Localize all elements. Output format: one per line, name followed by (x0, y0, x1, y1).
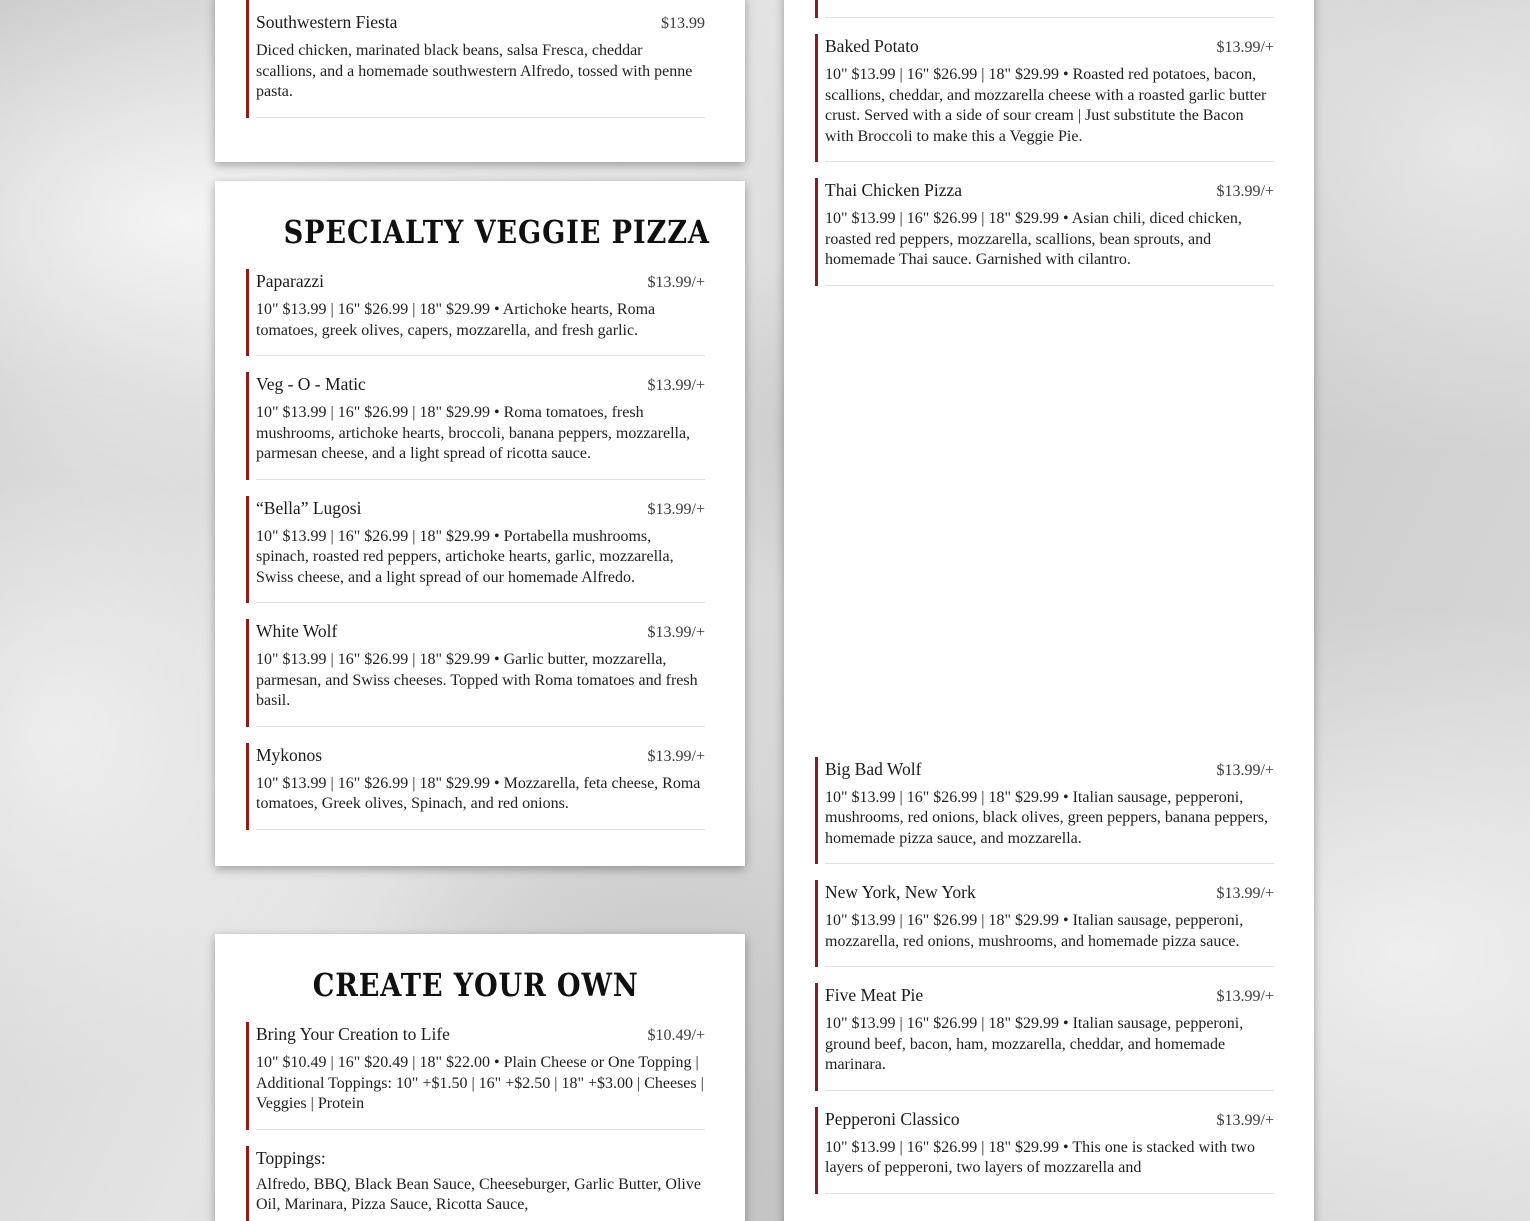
item-price: $13.99/+ (1216, 183, 1274, 200)
item-description: 10" $13.99 | 16" $26.99 | 18" $29.99 • Artichoke hearts, Roma tomatoes, greek olives, capers, mozzarella, and fresh garlic. (256, 301, 656, 339)
item-header (825, 1107, 1274, 1133)
item-price: $13.99/+ (1216, 39, 1274, 56)
item-header (825, 983, 1274, 1009)
item-price: $13.99/+ (1216, 1111, 1274, 1129)
menu-item-paparazzi (246, 269, 705, 356)
item-header (256, 496, 705, 522)
menu-item-cut-off (815, 0, 1274, 18)
item-header (256, 743, 705, 769)
pasta-card-partial (215, 0, 745, 162)
item-divider (825, 863, 1274, 864)
item-divider (825, 966, 1274, 967)
item-name: Bring Your Creation to Life (256, 1024, 450, 1044)
item-divider (825, 17, 1274, 18)
menu-item-baked-potato (815, 34, 1274, 162)
cut-off-item-space (825, 0, 1274, 3)
menu-item-pepperoni-classico (815, 1107, 1274, 1194)
item-description: 10" $13.99 | 16" $26.99 | 18" $29.99 • This one is stacked with two layers of pepperoni, two layers of mozzarella and (825, 1138, 1255, 1176)
item-price: $13.99/+ (1216, 761, 1274, 779)
item-name: Thai Chicken Pizza (825, 180, 963, 200)
item-description: 10" $13.99 | 16" $26.99 | 18" $29.99 • Asian chili, diced chicken, roasted red peppers, mozzarella, scallions, bean sprouts, and homemade Thai sauce. Garnished with cilantro. (825, 210, 1242, 268)
menu-item-five-meat-pie (815, 983, 1274, 1091)
item-divider (256, 1129, 705, 1130)
item-description: Diced chicken, marinated black beans, salsa Fresca, cheddar scallions, and a homemade southwestern Alfredo, tossed with penne pasta. (256, 42, 693, 100)
menu-item-big-bad-wolf (815, 757, 1274, 865)
menu-item-veg-o-matic (246, 372, 705, 480)
item-name: Five Meat Pie (825, 985, 924, 1005)
item-header (256, 269, 705, 295)
item-divider (256, 602, 705, 603)
item-description: 10" $13.99 | 16" $26.99 | 18" $29.99 • Portabella mushrooms, spinach, roasted red peppers, artichoke hearts, garlic, mozzarella, Swiss cheese, and a light spread of our homemade Alfredo. (256, 527, 674, 586)
section-title-text: SPECIALTY VEGGIE PIZZA (283, 213, 710, 251)
item-divider (256, 117, 705, 118)
item-description: 10" $13.99 | 16" $26.99 | 18" $29.99 • Roasted red potatoes, bacon, scallions, cheddar, and mozzarella cheese with a roasted garlic butter crust. Served with a side of sour cream | Just substitute the Bacon with Broccoli to make this a Veggie Pie. (825, 66, 1267, 145)
item-name: White Wolf (256, 621, 338, 641)
section-title (246, 211, 710, 253)
item-divider (825, 1090, 1274, 1091)
item-price: $13.99/+ (647, 500, 705, 518)
item-header (256, 10, 705, 36)
section-title (246, 964, 705, 1006)
section-title-text: CREATE YOUR OWN (312, 966, 639, 1004)
item-price: $13.99/+ (647, 377, 705, 394)
item-price: $13.99/+ (1216, 885, 1274, 902)
item-description: 10" $13.99 | 16" $26.99 | 18" $29.99 • Roma tomatoes, fresh mushrooms, artichoke hearts, broccoli, banana peppers, mozzarella, parmesan cheese, and a light spread of ricotta sauce. (256, 404, 691, 462)
item-name: New York, New York (825, 882, 976, 902)
item-divider (825, 1193, 1274, 1194)
item-description: 10" $13.99 | 16" $26.99 | 18" $29.99 • Italian sausage, pepperoni, ground beef, bacon, ham, mozzarella, cheddar, and homemade marinara. (825, 1015, 1244, 1073)
item-name: Paparazzi (256, 271, 325, 291)
item-header (825, 178, 1274, 204)
item-name: Baked Potato (825, 36, 919, 56)
item-name: Veg - O - Matic (256, 374, 366, 394)
item-description: 10" $13.99 | 16" $26.99 | 18" $29.99 • Italian sausage, pepperoni, mozzarella, red onions, mushrooms, and homemade pizza sauce. (825, 912, 1244, 950)
item-price: $13.99/+ (647, 274, 705, 291)
item-header (825, 34, 1274, 60)
item-description: Alfredo, BBQ, Black Bean Sauce, Cheeseburger, Garlic Butter, Olive Oil, Marinara, Pizza Sauce, Ricotta Sauce, (256, 1175, 701, 1213)
item-divider (825, 161, 1274, 162)
item-description: 10" $13.99 | 16" $26.99 | 18" $29.99 • Italian sausage, pepperoni, mushrooms, red onions, black olives, green peppers, banana peppers, homemade pizza sauce, and mozzarella. (825, 788, 1268, 847)
item-header (256, 372, 705, 398)
item-price: $13.99/+ (647, 747, 705, 765)
item-name: Big Bad Wolf (825, 758, 922, 779)
item-name: “Bella” Lugosi (256, 497, 362, 518)
item-price: $13.99/+ (1216, 988, 1274, 1005)
specialty-pizza-card (784, 0, 1314, 1221)
item-name: Toppings: (256, 1147, 326, 1168)
menu-item-thai-chicken-pizza (815, 178, 1274, 286)
menu-item-bring-your-creation (246, 1022, 705, 1130)
menu-item-southwestern-fiesta (246, 0, 705, 118)
create-your-own-card (215, 934, 745, 1221)
item-header (825, 757, 1274, 783)
item-price: $13.99 (661, 15, 705, 32)
menu-item-mykonos (246, 743, 705, 830)
item-price: $10.49/+ (647, 1027, 705, 1044)
item-divider (256, 726, 705, 727)
item-name: Mykonos (256, 744, 323, 765)
item-name: Southwestern Fiesta (256, 12, 398, 32)
blank-image-space (815, 286, 1274, 741)
item-description: 10" $13.99 | 16" $26.99 | 18" $29.99 • Mozzarella, feta cheese, Roma tomatoes, Greek olives, Spinach, and red onions. (256, 774, 701, 812)
item-divider (256, 829, 705, 830)
item-header (256, 1146, 705, 1170)
item-description: 10" $13.99 | 16" $26.99 | 18" $29.99 • Garlic butter, mozzarella, parmesan, and Swiss cheeses. Topped with Roma tomatoes and fresh basil. (256, 651, 698, 709)
specialty-veggie-pizza-card (215, 181, 745, 866)
item-divider (256, 479, 705, 480)
menu-item-toppings (246, 1146, 705, 1221)
item-header (256, 619, 705, 645)
menu-item-bella-lugosi (246, 496, 705, 604)
item-name: Pepperoni Classico (825, 1108, 960, 1129)
item-description: 10" $10.49 | 16" $20.49 | 18" $22.00 • Plain Cheese or One Topping | Additional Toppings: 10" +$1.50 | 16" +$2.50 | 18" +$3.00 | Cheeses | Veggies | Protein (256, 1054, 704, 1112)
item-price: $13.99/+ (647, 624, 705, 641)
menu-item-new-york-new-york (815, 880, 1274, 967)
item-header (256, 1022, 705, 1048)
item-divider (256, 355, 705, 356)
item-header (825, 880, 1274, 906)
menu-item-white-wolf (246, 619, 705, 727)
